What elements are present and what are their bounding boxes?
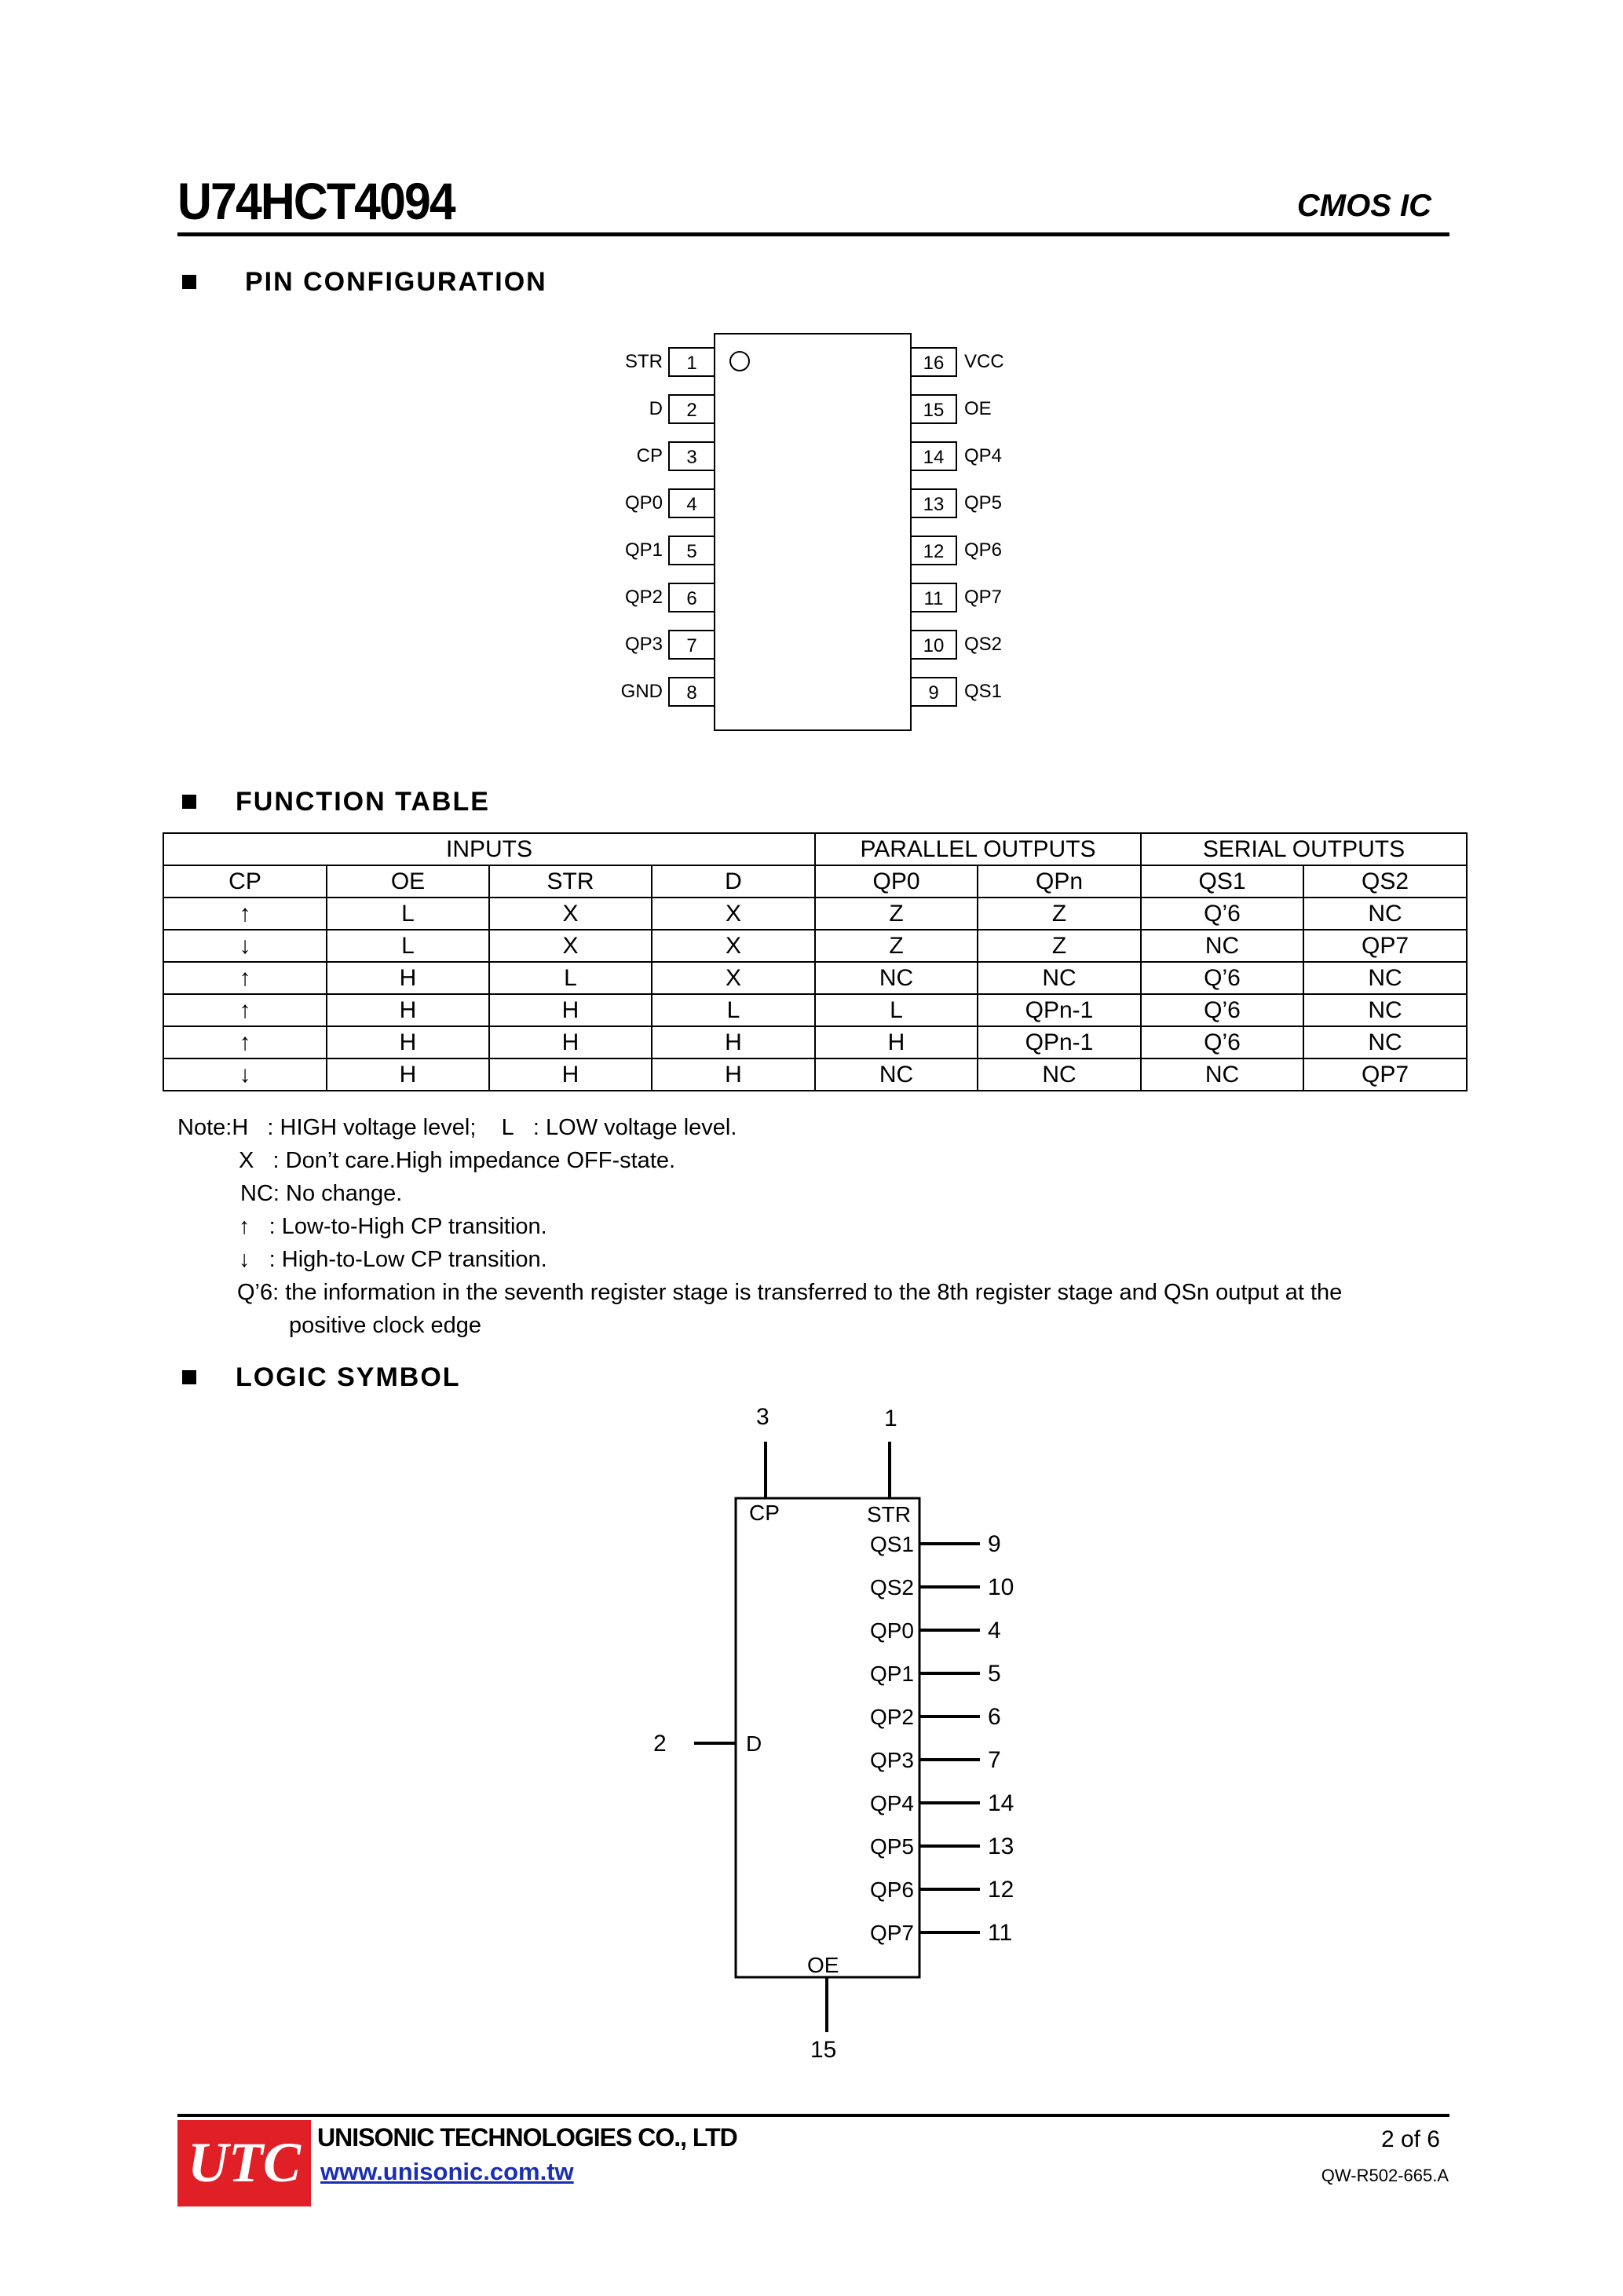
pin-label: QP1 (624, 539, 663, 561)
note-line: Note:H : HIGH voltage level; L : LOW voltage level. (177, 1115, 737, 1140)
output-label: QP3 (869, 1748, 914, 1772)
table-cell: L (815, 994, 978, 1026)
pin-number: 12 (923, 541, 945, 562)
pin-number: 13 (988, 1834, 1014, 1859)
table-cell: NC (1303, 898, 1467, 930)
output-label: QP6 (869, 1877, 914, 1902)
table-row (163, 1058, 1467, 1091)
table-cell: ↑ (163, 962, 327, 994)
table-cell: NC (1303, 962, 1467, 994)
table-cell: ↓ (163, 1058, 327, 1091)
table-group-row (163, 833, 1467, 865)
pin-number: 11 (988, 1920, 1013, 1946)
pin-number: 8 (686, 682, 697, 704)
section-title-function-table: FUNCTION TABLE (236, 787, 490, 817)
table-cell: L (652, 994, 815, 1026)
section-bullet-icon (182, 275, 196, 289)
pin-label: CP (636, 445, 663, 466)
pin-label: QP5 (964, 492, 1003, 514)
pin-number: 6 (686, 588, 697, 609)
pin-diagram (597, 314, 1036, 754)
column-header: QP0 (815, 865, 978, 898)
pin-label: VCC (964, 351, 1004, 372)
table-cell: X (489, 898, 652, 930)
output-label: QP1 (869, 1662, 914, 1686)
logic-symbol-diagram (628, 1398, 1099, 2089)
pin-label: QP6 (964, 539, 1003, 561)
pin-number: 5 (686, 541, 697, 562)
column-header: CP (163, 865, 327, 898)
pin-number: 1 (686, 353, 697, 374)
header-divider (177, 232, 1449, 236)
table-cell: L (327, 930, 489, 962)
output-label: QP4 (869, 1791, 914, 1815)
pin-label: QP0 (624, 492, 663, 514)
table-cell: H (652, 1026, 815, 1058)
table-cell: NC (1141, 930, 1303, 962)
footer-divider (177, 2114, 1449, 2117)
table-cell: NC (1303, 994, 1467, 1026)
pin-number: 9 (928, 682, 939, 704)
pin-number: 9 (988, 1531, 1001, 1557)
table-cell: NC (1303, 1026, 1467, 1058)
table-cell: Z (815, 898, 978, 930)
pin-number: 4 (686, 494, 697, 515)
group-header-inputs: INPUTS (163, 833, 815, 865)
note-line: positive clock edge (289, 1313, 482, 1338)
pin-number: 12 (988, 1877, 1014, 1903)
company-name: UNISONIC TECHNOLOGIES CO., LTD (317, 2123, 737, 2152)
note-line: ↓ : High-to-Low CP transition. (239, 1247, 547, 1272)
table-cell: H (327, 994, 489, 1026)
output-label: QP7 (869, 1921, 914, 1945)
table-cell: QPn-1 (978, 1026, 1141, 1058)
table-cell: Q’6 (1141, 898, 1303, 930)
table-cell: H (489, 1026, 652, 1058)
table-cell: ↑ (163, 1026, 327, 1058)
section-title-logic-symbol: LOGIC SYMBOL (236, 1362, 461, 1392)
company-logo: UTC (177, 2120, 311, 2206)
pin-label: QP7 (964, 587, 1003, 608)
pin-number: 2 (653, 1731, 667, 1757)
pin-number: 5 (988, 1661, 1001, 1687)
pin-label: D (649, 398, 663, 419)
pin1-marker-icon (730, 352, 749, 371)
table-cell: X (652, 962, 815, 994)
table-cell: H (327, 962, 489, 994)
section-bullet-icon (182, 795, 196, 809)
function-table (163, 832, 1468, 1091)
group-header-serial: SERIAL OUTPUTS (1141, 833, 1467, 865)
ic-body (715, 334, 911, 730)
table-row (163, 962, 1467, 994)
part-number: U74HCT4094 (177, 172, 455, 230)
pin-number: 2 (686, 400, 697, 421)
table-cell: H (489, 994, 652, 1026)
pin-label: QP3 (624, 634, 663, 655)
pin-label: QP4 (964, 445, 1003, 466)
output-label: QP0 (869, 1618, 914, 1643)
cp-label: CP (749, 1501, 780, 1525)
d-label: D (746, 1731, 762, 1756)
table-cell: QPn-1 (978, 994, 1141, 1026)
table-row (163, 898, 1467, 930)
table-cell: NC (1141, 1058, 1303, 1091)
note-line: NC: No change. (240, 1181, 403, 1206)
table-cell: QP7 (1303, 930, 1467, 962)
table-row (163, 994, 1467, 1026)
pin-number: 13 (923, 494, 945, 515)
output-label: QP2 (869, 1705, 914, 1729)
table-cell: H (489, 1058, 652, 1091)
pin-label: QS1 (964, 681, 1003, 702)
logic-block (736, 1498, 919, 1977)
output-label: QS1 (869, 1532, 914, 1556)
table-cell: ↑ (163, 994, 327, 1026)
pin-label: QP2 (624, 587, 663, 608)
table-row (163, 1026, 1467, 1058)
pin-number: 6 (988, 1704, 1001, 1730)
pin-number: 14 (988, 1790, 1014, 1816)
pin-number: 3 (756, 1404, 769, 1430)
table-cell: NC (815, 1058, 978, 1091)
pin-number: 1 (884, 1406, 897, 1431)
table-cell: Q’6 (1141, 962, 1303, 994)
table-cell: H (327, 1058, 489, 1091)
pin-number: 7 (988, 1747, 1001, 1773)
table-cell: QP7 (1303, 1058, 1467, 1091)
note-line: X : Don’t care.High impedance OFF-state. (239, 1148, 676, 1173)
pin-number: 15 (810, 2037, 837, 2063)
category-label: CMOS IC (1296, 188, 1431, 223)
table-cell: Q’6 (1141, 994, 1303, 1026)
column-header: QS2 (1303, 865, 1467, 898)
table-cell: NC (815, 962, 978, 994)
table-cell: Z (978, 898, 1141, 930)
group-header-parallel: PARALLEL OUTPUTS (815, 833, 1141, 865)
column-header: STR (489, 865, 652, 898)
note-line: ↑ : Low-to-High CP transition. (239, 1214, 547, 1239)
table-cell: H (815, 1026, 978, 1058)
pin-label: OE (964, 398, 992, 419)
str-label: STR (867, 1502, 911, 1526)
pin-label: QS2 (964, 634, 1003, 655)
section-title-pin-config: PIN CONFIGURATION (245, 267, 547, 297)
pin-number: 4 (988, 1618, 1001, 1643)
pin-number: 15 (923, 400, 945, 421)
pin-number: 16 (923, 353, 945, 374)
table-cell: Q’6 (1141, 1026, 1303, 1058)
output-label: QP5 (869, 1834, 914, 1859)
page-number: 2 of 6 (1380, 2126, 1440, 2152)
column-header: QS1 (1141, 865, 1303, 898)
table-cell: NC (978, 1058, 1141, 1091)
pin-number: 10 (923, 635, 945, 656)
pin-number: 7 (686, 635, 697, 656)
table-cell: X (652, 898, 815, 930)
pin-number: 11 (923, 588, 944, 609)
section-bullet-icon (182, 1370, 196, 1384)
column-header: QPn (978, 865, 1141, 898)
table-cell: ↑ (163, 898, 327, 930)
table-cell: Z (815, 930, 978, 962)
column-header: OE (327, 865, 489, 898)
table-cell: L (327, 898, 489, 930)
table-row (163, 930, 1467, 962)
table-cell: H (327, 1026, 489, 1058)
table-cell: L (489, 962, 652, 994)
output-label: QS2 (869, 1575, 914, 1600)
table-cell: X (652, 930, 815, 962)
pin-label: STR (625, 351, 663, 372)
note-line: Q’6: the information in the seventh register stage is transferred to the 8th register stage and QSn output at the (237, 1280, 1343, 1305)
table-header-row (163, 865, 1467, 898)
table-cell: X (489, 930, 652, 962)
table-cell: NC (978, 962, 1141, 994)
document-number: QW-R502-665.A (1321, 2166, 1449, 2185)
table-cell: Z (978, 930, 1141, 962)
table-cell: H (652, 1058, 815, 1091)
table-cell: ↓ (163, 930, 327, 962)
pin-label: GND (620, 681, 663, 702)
company-website-link[interactable]: www.unisonic.com.tw (320, 2158, 574, 2185)
column-header: D (652, 865, 815, 898)
oe-label: OE (807, 1953, 839, 1977)
pin-number: 14 (923, 447, 945, 468)
pin-number: 10 (988, 1574, 1014, 1600)
pin-number: 3 (686, 447, 697, 468)
